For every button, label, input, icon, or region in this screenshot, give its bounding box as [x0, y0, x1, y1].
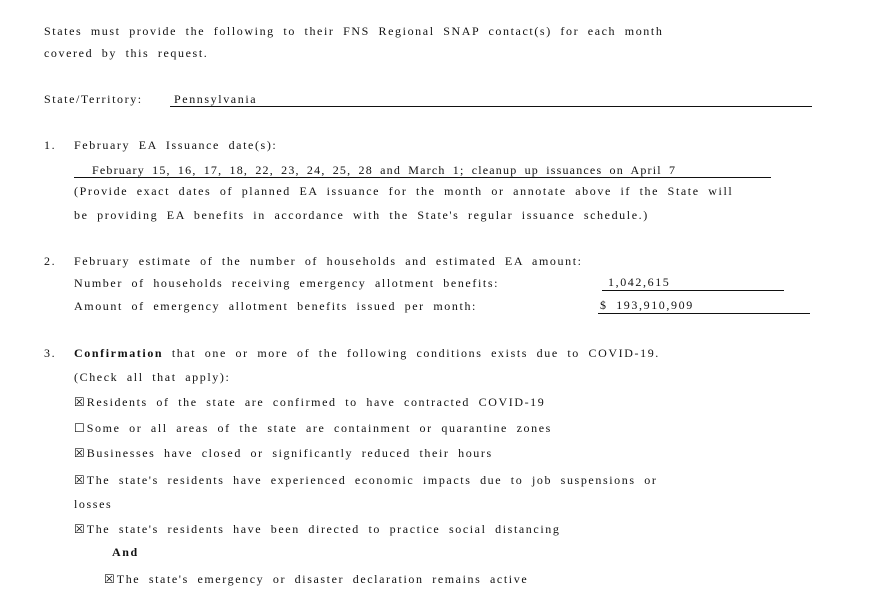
issuance-dates-value: February 15, 16, 17, 18, 22, 23, 24, 25, 28 and March 1; cleanup up issuances on April 7	[92, 163, 677, 177]
item-1-note-line-2: be providing EA benefits in accordance with the State's regular issuance schedule.)	[74, 208, 649, 222]
state-field[interactable]	[170, 88, 812, 107]
checkbox-unchecked-icon[interactable]: ☐	[74, 421, 85, 435]
condition-confirmed-cases[interactable]	[74, 395, 545, 410]
checkbox-checked-icon[interactable]: ☒	[74, 395, 85, 409]
condition-text: The state's emergency or disaster declaration remains active	[116, 572, 529, 586]
households-label: Number of households receiving emergency allotment benefits:	[74, 276, 500, 290]
and-label: And	[112, 545, 139, 559]
condition-businesses-closed[interactable]	[74, 446, 493, 461]
item-3-heading-rest: that one or more of the following conditions exists due to COVID-19.	[171, 346, 660, 360]
condition-text: Businesses have closed or significantly reduced their hours	[86, 446, 493, 460]
item-3-number: 3.	[44, 346, 57, 360]
state-value: Pennsylvania	[174, 92, 258, 106]
item-1-number: 1.	[44, 138, 57, 152]
condition-economic-impacts[interactable]	[74, 473, 657, 488]
condition-containment-zones[interactable]	[74, 421, 552, 436]
item-2-number: 2.	[44, 254, 57, 268]
amount-label: Amount of emergency allotment benefits issued per month:	[74, 299, 477, 313]
checkbox-checked-icon[interactable]: ☒	[74, 446, 85, 460]
item-1-heading: February EA Issuance date(s):	[74, 138, 278, 152]
condition-text: Residents of the state are confirmed to have contracted COVID-19	[86, 395, 546, 409]
households-field[interactable]	[602, 274, 784, 291]
item-3-heading	[74, 346, 660, 361]
condition-declaration-active[interactable]	[104, 572, 528, 587]
issuance-dates-field[interactable]	[74, 160, 771, 178]
item-3-instruction: (Check all that apply):	[74, 370, 231, 384]
households-value: 1,042,615	[608, 275, 671, 289]
condition-social-distancing[interactable]	[74, 522, 560, 537]
condition-text: The state's residents have experienced economic impacts due to job suspensions or	[86, 473, 658, 487]
checkbox-checked-icon[interactable]: ☒	[74, 473, 85, 487]
state-label: State/Territory:	[44, 92, 143, 106]
checkbox-checked-icon[interactable]: ☒	[104, 572, 115, 586]
item-3-heading-bold: Confirmation	[74, 346, 164, 360]
item-2-heading: February estimate of the number of households and estimated EA amount:	[74, 254, 583, 268]
amount-value: $ 193,910,909	[600, 298, 694, 312]
condition-text: The state's residents have been directed to practice social distancing	[86, 522, 561, 536]
condition-economic-impacts-continued: losses	[74, 497, 113, 511]
condition-text: Some or all areas of the state are containment or quarantine zones	[86, 421, 552, 435]
item-1-note-line-1: (Provide exact dates of planned EA issuance for the month or annotate above if the State will	[74, 184, 734, 198]
amount-field[interactable]	[598, 297, 810, 314]
intro-line-1: States must provide the following to their FNS Regional SNAP contact(s) for each month	[44, 24, 664, 38]
checkbox-checked-icon[interactable]: ☒	[74, 522, 85, 536]
intro-line-2: covered by this request.	[44, 46, 209, 60]
